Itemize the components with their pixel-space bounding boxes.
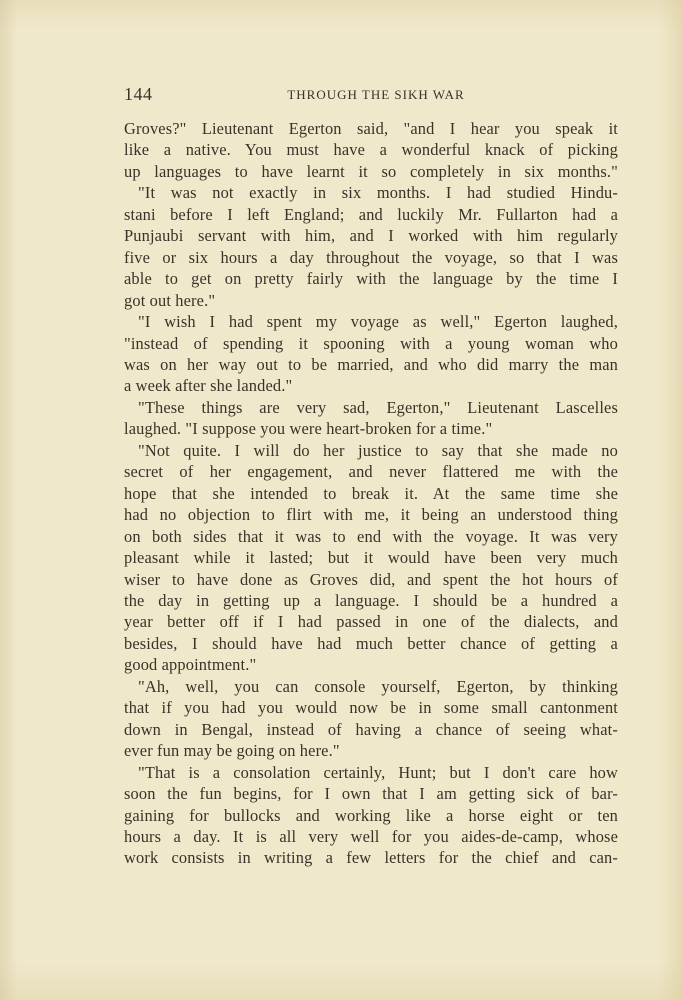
text-line: work consists in writing a few letters for the chief and can-	[124, 848, 618, 868]
page-number: 144	[124, 84, 153, 104]
text-line: "These things are very sad, Egerton," Lieutenant Lascelles	[138, 397, 618, 417]
text-line: hours a day. It is all very well for you aides-de-camp, whose	[124, 826, 618, 846]
text-line: on both sides that it was to end with the voyage. It was very	[124, 526, 618, 546]
text-line: laughed. "I suppose you were heart-broken for a time."	[124, 419, 493, 439]
text-line: secret of her engagement, and never flattered me with the	[124, 462, 618, 482]
text-line: ever fun may be going on here."	[124, 741, 340, 761]
text-line: got out here."	[124, 290, 216, 310]
text-line: soon the fun begins, for I own that I am getting sick of bar-	[124, 784, 618, 804]
text-line: that if you had you would now be in some small cantonment	[124, 698, 618, 718]
text-line: five or six hours a day throughout the voyage, so that I was	[124, 247, 618, 267]
text-line: hope that she intended to break it. At the same time she	[124, 483, 618, 503]
text-line: stani before I left England; and luckily Mr. Fullarton had a	[124, 204, 618, 224]
text-line: "That is a consolation certainly, Hunt; but I don't care how	[138, 762, 618, 782]
text-line: besides, I should have had much better chance of getting a	[124, 633, 618, 653]
text-line: pleasant while it lasted; but it would have been very much	[124, 548, 618, 568]
text-line: the day in getting up a language. I should be a hundred a	[124, 590, 618, 610]
text-line: Punjaubi servant with him, and I worked with him regularly	[124, 226, 618, 246]
text-line: "Ah, well, you can console yourself, Egerton, by thinking	[138, 676, 618, 696]
page-header	[124, 84, 618, 106]
text-line: "I wish I had spent my voyage as well," Egerton laughed,	[138, 312, 618, 332]
text-line: year better off if I had passed in one of the dialects, and	[124, 612, 618, 632]
text-line: good appointment."	[124, 655, 257, 675]
text-line: "It was not exactly in six months. I had studied Hindu-	[138, 183, 618, 203]
text-line: gaining for bullocks and working like a horse eight or ten	[124, 805, 618, 825]
text-line: like a native. You must have a wonderful knack of picking	[124, 140, 618, 160]
body-text	[124, 118, 618, 869]
text-line: Groves?" Lieutenant Egerton said, "and I hear you speak it	[124, 119, 618, 138]
text-line: "instead of spending it spooning with a young woman who	[124, 333, 618, 353]
text-line: wiser to have done as Groves did, and spent the hot hours of	[124, 569, 618, 589]
running-title: THROUGH THE SIKH WAR	[287, 87, 465, 102]
text-line: a week after she landed."	[124, 376, 293, 396]
text-line: was on her way out to be married, and who did marry the man	[124, 354, 618, 374]
text-line: down in Bengal, instead of having a chance of seeing what-	[124, 719, 618, 739]
text-line: up languages to have learnt it so completely in six months."	[124, 161, 618, 181]
text-line: had no objection to flirt with me, it being an understood thing	[124, 505, 618, 525]
text-line: able to get on pretty fairly with the language by the time I	[124, 269, 618, 289]
text-line: "Not quite. I will do her justice to say that she made no	[138, 440, 618, 460]
